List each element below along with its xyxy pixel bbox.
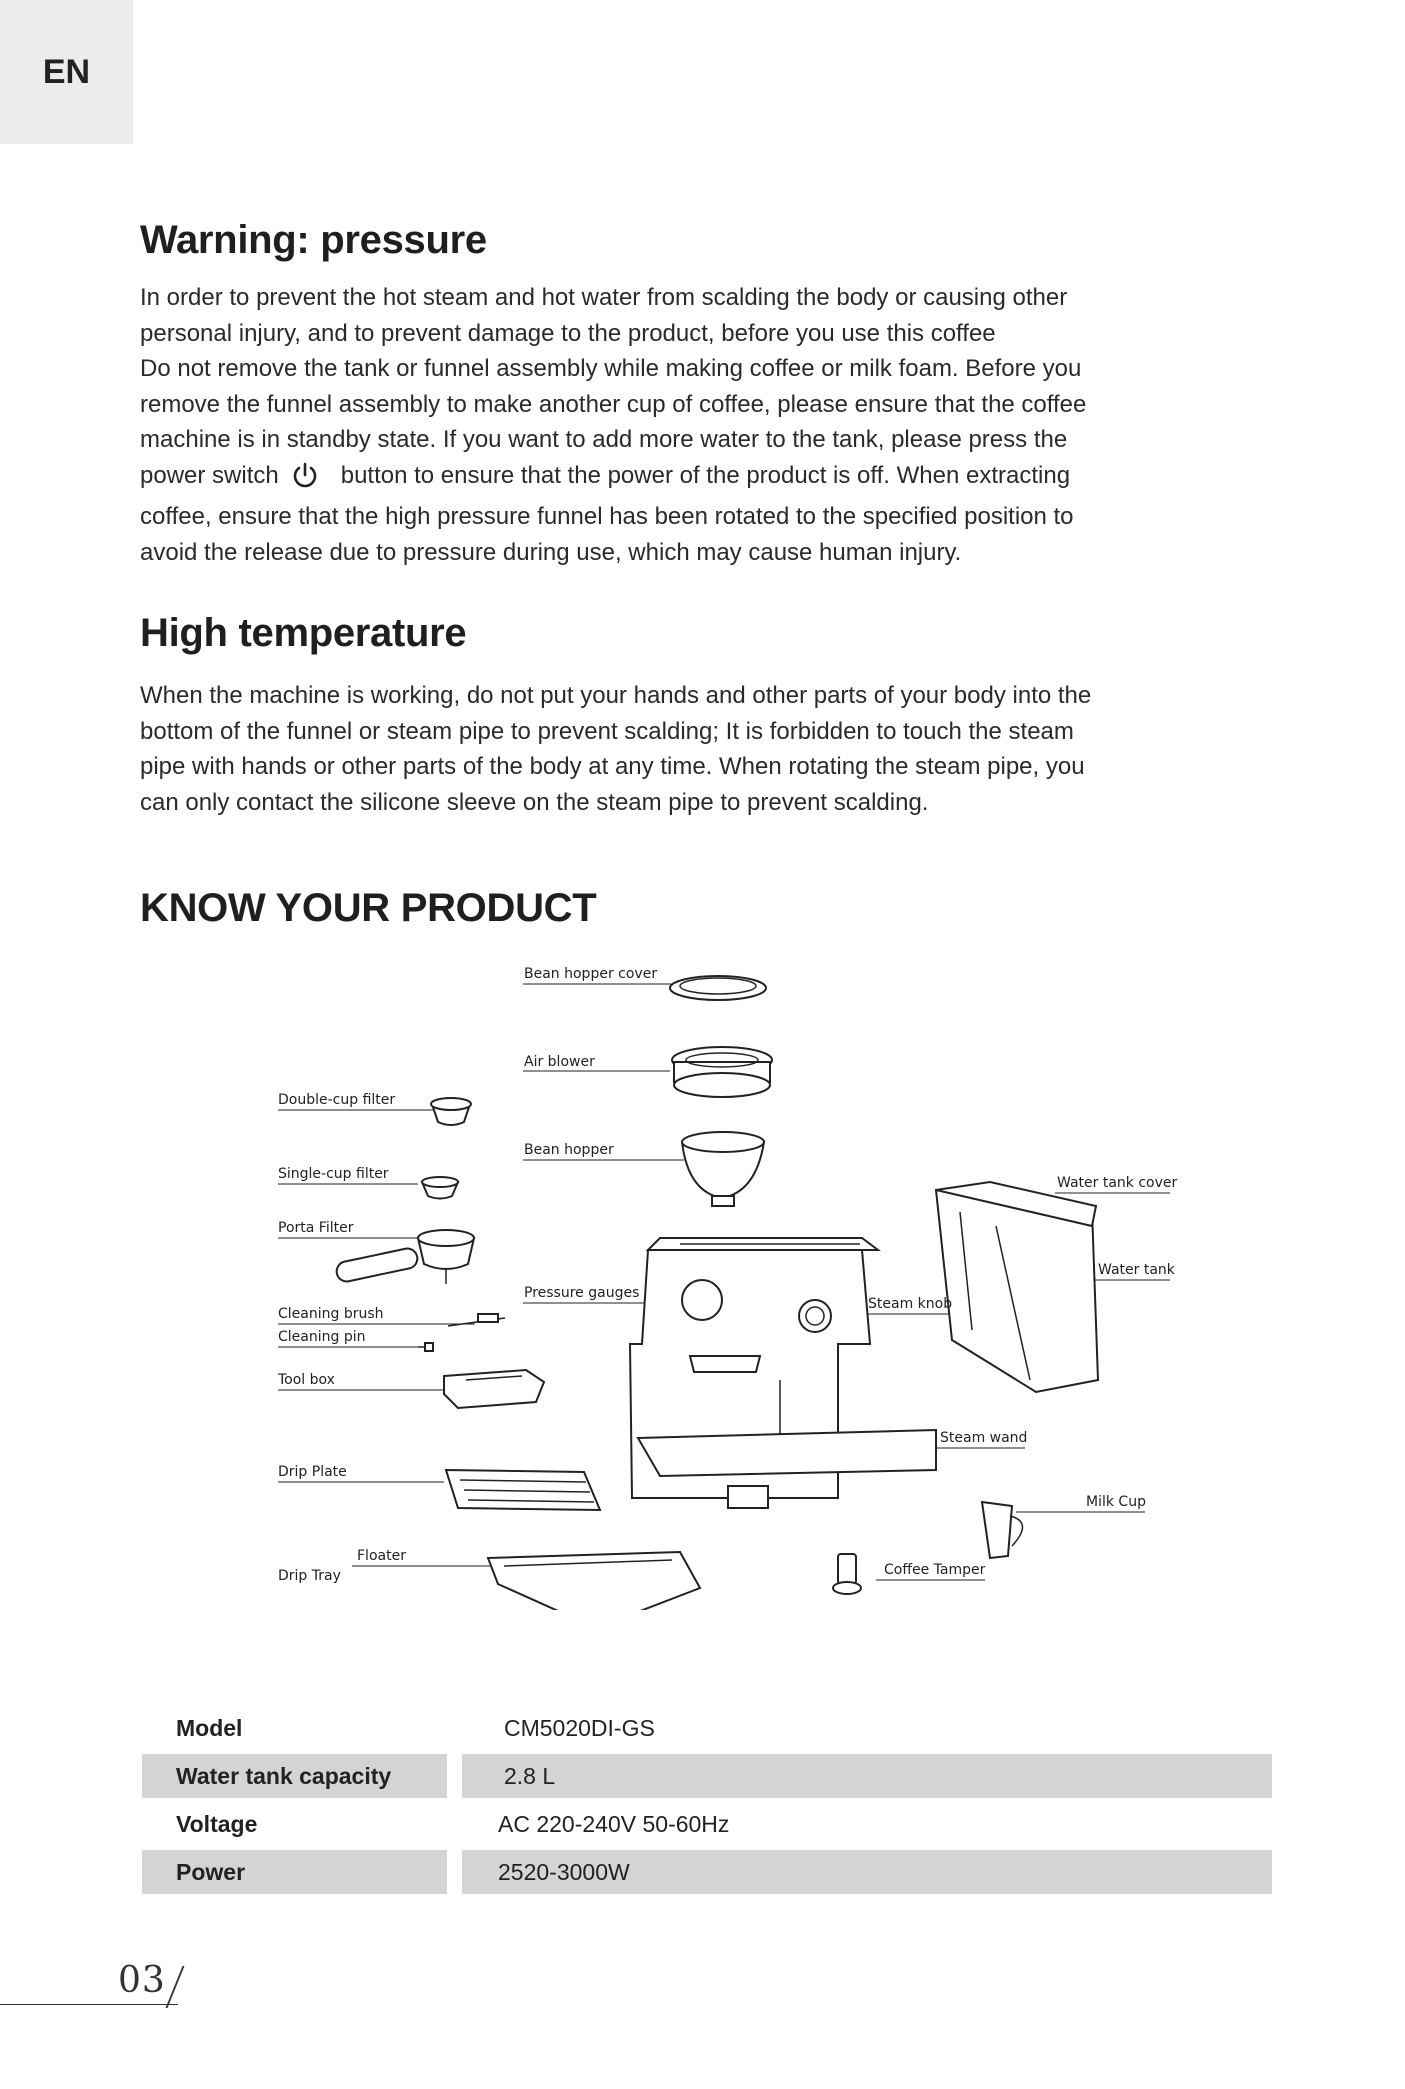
label-bean-hopper: Bean hopper [524,1142,614,1158]
air-blower-illustration [672,1047,772,1097]
label-drip-tray: Drip Tray [278,1568,341,1584]
spec-row-water-tank-capacity: Water tank capacity 2.8 L [142,1754,1272,1798]
power-icon [291,461,319,500]
milk-cup-illustration [982,1502,1023,1558]
high-temperature-paragraph: When the machine is working, do not put your hands and other parts of your body into the bottom of the funnel or steam pipe to prevent scalding; It is forbidden to touch the steam pipe with hands or other parts of the body at any time. When rotating the steam pipe, you can only contact the silicone sleeve on the steam pipe to prevent scalding. [140,682,1092,816]
warning-heading: Warning: pressure [140,218,487,262]
bean-hopper-illustration [682,1132,764,1206]
product-diagram [0,950,1405,1610]
label-pressure-gauges: Pressure gauges [524,1285,640,1301]
label-air-blower: Air blower [524,1054,595,1070]
spec-row-model: Model CM5020DI-GS [176,1714,655,1741]
label-coffee-tamper: Coffee Tamper [884,1562,986,1578]
high-temperature-heading: High temperature [140,611,467,655]
footer-slash [166,1966,185,2008]
label-floater: Floater [357,1548,406,1564]
label-water-tank: Water tank [1098,1262,1175,1278]
page-number: 03 [118,1960,166,2001]
spec-table [142,1706,1272,1898]
double-cup-filter-illustration [431,1098,471,1125]
spec-row-power: Power 2520-3000W [142,1850,1272,1894]
coffee-tamper-illustration [833,1554,861,1594]
footer-rule [0,2004,178,2005]
single-cup-filter-illustration [422,1177,458,1199]
label-steam-wand: Steam wand [940,1430,1028,1446]
label-single-cup-filter: Single-cup filter [278,1166,389,1182]
cleaning-pin-illustration [418,1343,433,1351]
cleaning-brush-illustration [448,1314,505,1326]
label-tool-box: Tool box [278,1372,335,1388]
label-steam-knob: Steam knob [868,1296,953,1312]
label-porta-filter: Porta Filter [278,1220,354,1236]
label-water-tank-cover: Water tank cover [1057,1175,1178,1191]
label-cleaning-pin: Cleaning pin [278,1329,366,1345]
label-milk-cup: Milk Cup [1086,1494,1146,1510]
label-drip-plate: Drip Plate [278,1464,347,1480]
label-cleaning-brush: Cleaning brush [278,1306,384,1322]
language-tab: EN [0,0,133,144]
label-bean-hopper-cover: Bean hopper cover [524,966,658,982]
drip-tray-illustration [488,1552,700,1610]
know-your-product-heading: KNOW YOUR PRODUCT [140,886,597,930]
drip-plate-illustration [446,1470,600,1510]
tool-box-illustration [444,1370,544,1408]
coffee-machine-illustration [630,1238,936,1508]
warning-paragraph: In order to prevent the hot steam and hot water from scalding the body or causing other personal injury, and to prevent damage to the product, before you use this coffee Do not remove the tank or funnel assembly while making coffee or milk foam. Before you remove the funnel assembly to make another cup of coffee, please ensure that the coffee machine is in standby state. If you want to add more water to the tank, please press the power switch button to ensure that the power of the product is off. When extracting coffee, ensure that the high pressure funnel has been rotated to the specified position to avoid the release due to pressure during use, which may cause human injury. [140,284,1087,566]
water-tank-illustration [936,1182,1098,1392]
label-double-cup-filter: Double-cup filter [278,1092,396,1108]
spec-row-voltage: Voltage AC 220-240V 50-60Hz [176,1810,730,1837]
bean-hopper-cover-illustration [670,976,766,1000]
